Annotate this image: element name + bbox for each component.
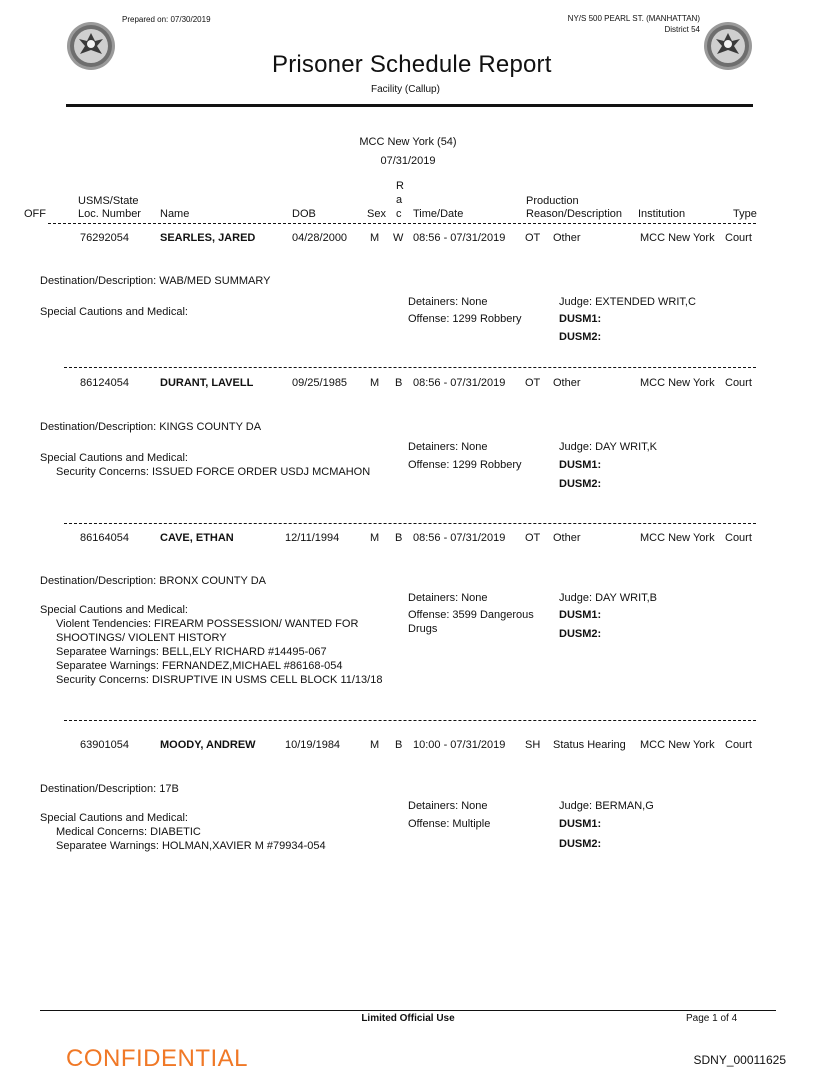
dob: 12/11/1994 [285,532,340,544]
col-name: Name [160,208,190,220]
destination: Destination/Description: 17B [40,783,179,795]
race: B [395,532,403,544]
race: B [395,739,403,751]
judge: Judge: DAY WRIT,K [559,441,658,453]
col-dob: DOB [292,208,316,220]
record-separator [64,720,756,721]
sex: M [370,232,380,244]
production-reason: Other [553,232,581,244]
production-code: OT [525,232,541,244]
loc-number: 86124054 [80,377,129,389]
record-separator [64,523,756,524]
institution: MCC New York [640,739,715,751]
offense: Offense: Multiple [408,818,491,830]
production-code: SH [525,739,541,751]
time-date: 08:56 - 07/31/2019 [413,377,506,389]
dusm1-label: DUSM1: [559,459,602,471]
dusm1-label: DUSM1: [559,609,602,621]
prisoner-name: CAVE, ETHAN [160,532,234,544]
caution-item: Security Concerns: DISRUPTIVE IN USMS CELL BLOCK 11/13/18 [56,674,383,686]
time-date: 08:56 - 07/31/2019 [413,532,506,544]
prisoner-name: MOODY, ANDREW [160,739,256,751]
facility-name: MCC New York (54) [359,136,457,148]
loc-number: 86164054 [80,532,129,544]
production-reason: Other [553,377,581,389]
special-cautions [40,811,326,853]
offense-continued: Drugs [408,623,438,635]
col-usms-line2: Loc. Number [78,208,141,220]
caution-item: Medical Concerns: DIABETIC [56,826,201,838]
sex: M [370,377,380,389]
caution-item: SHOOTINGS/ VIOLENT HISTORY [56,632,227,644]
doj-seal-left-logo [66,21,116,71]
judge: Judge: DAY WRIT,B [559,592,658,604]
facility-date: 07/31/2019 [380,155,436,167]
prepared-on: Prepared on: 07/30/2019 [122,15,211,24]
col-race-r: R [396,180,404,192]
col-institution: Institution [638,208,686,220]
destination: Destination/Description: WAB/MED SUMMARY [40,275,271,287]
time-date: 08:56 - 07/31/2019 [413,232,506,244]
special-cautions-label: Special Cautions and Medical: [40,812,188,824]
institution: MCC New York [640,232,715,244]
col-off: OFF [24,208,46,220]
caution-item: Separatee Warnings: HOLMAN,XAVIER M #79934-054 [56,840,326,852]
col-usms-line1: USMS/State [78,195,139,207]
destination: Destination/Description: KINGS COUNTY DA [40,421,262,433]
dusm2-label: DUSM2: [559,628,602,640]
footer-rule [40,1010,776,1011]
location-line2: District 54 [664,25,700,34]
institution: MCC New York [640,532,715,544]
dusm2-label: DUSM2: [559,838,602,850]
type: Court [725,377,752,389]
offense: Offense: 1299 Robbery [408,313,522,325]
type: Court [725,232,752,244]
prisoner-name: DURANT, LAVELL [160,377,254,389]
confidential-stamp: CONFIDENTIAL [66,1045,249,1072]
production-code: OT [525,532,541,544]
judge: Judge: EXTENDED WRIT,C [559,296,696,308]
limited-official-use: Limited Official Use [361,1013,455,1024]
special-cautions-label: Special Cautions and Medical: [40,306,188,318]
record-separator [64,367,756,368]
special-cautions-label: Special Cautions and Medical: [40,452,188,464]
offense: Offense: 1299 Robbery [408,459,522,471]
special-cautions [40,603,382,687]
location-line1: NY/S 500 PEARL ST. (MANHATTAN) [567,14,700,23]
caution-item: Separatee Warnings: BELL,ELY RICHARD #14495-067 [56,646,327,658]
dob: 04/28/2000 [292,232,348,244]
special-cautions-label: Special Cautions and Medical: [40,604,188,616]
detainers: Detainers: None [408,592,488,604]
type: Court [725,739,752,751]
loc-number: 63901054 [80,739,129,751]
detainers: Detainers: None [408,441,488,453]
page-title: Prisoner Schedule Report [272,51,552,78]
offense: Offense: 3599 Dangerous [408,609,534,621]
doj-seal-right-logo [703,21,753,71]
page-number: Page 1 of 4 [686,1013,738,1024]
production-reason: Other [553,532,581,544]
sex: M [370,532,380,544]
dob: 09/25/1985 [292,377,348,389]
report-subtitle: Facility (Callup) [371,84,440,95]
type: Court [725,532,752,544]
production-code: OT [525,377,541,389]
col-production-line1: Production [526,195,579,207]
col-race-c: c [396,208,402,220]
col-time-date: Time/Date [413,208,464,220]
detainers: Detainers: None [408,296,488,308]
col-type: Type [733,208,757,220]
header-dashed-rule [48,223,756,224]
col-sex: Sex [367,208,386,220]
caution-item: Separatee Warnings: FERNANDEZ,MICHAEL #86168-054 [56,660,343,672]
detainers: Detainers: None [408,800,488,812]
col-production-line2: Reason/Description [526,208,622,220]
special-cautions [40,451,370,479]
caution-item: Security Concerns: ISSUED FORCE ORDER USDJ MCMAHON [56,466,371,478]
institution: MCC New York [640,377,715,389]
judge: Judge: BERMAN,G [559,800,654,812]
time-date: 10:00 - 07/31/2019 [413,739,506,751]
dob: 10/19/1984 [285,739,341,751]
race: B [395,377,403,389]
caution-item: Violent Tendencies: FIREARM POSSESSION/ WANTED FOR [56,618,359,630]
dusm2-label: DUSM2: [559,478,602,490]
loc-number: 76292054 [80,232,129,244]
dusm2-label: DUSM2: [559,331,602,343]
race: W [393,232,404,244]
sex: M [370,739,380,751]
dusm1-label: DUSM1: [559,818,602,830]
district-location [568,13,700,35]
dusm1-label: DUSM1: [559,313,602,325]
destination: Destination/Description: BRONX COUNTY DA [40,575,266,587]
prisoner-name: SEARLES, JARED [160,232,256,244]
col-race-a: a [396,194,403,206]
header-rule [66,104,753,107]
bates-number: SDNY_00011625 [693,1053,786,1067]
production-reason: Status Hearing [553,739,626,751]
